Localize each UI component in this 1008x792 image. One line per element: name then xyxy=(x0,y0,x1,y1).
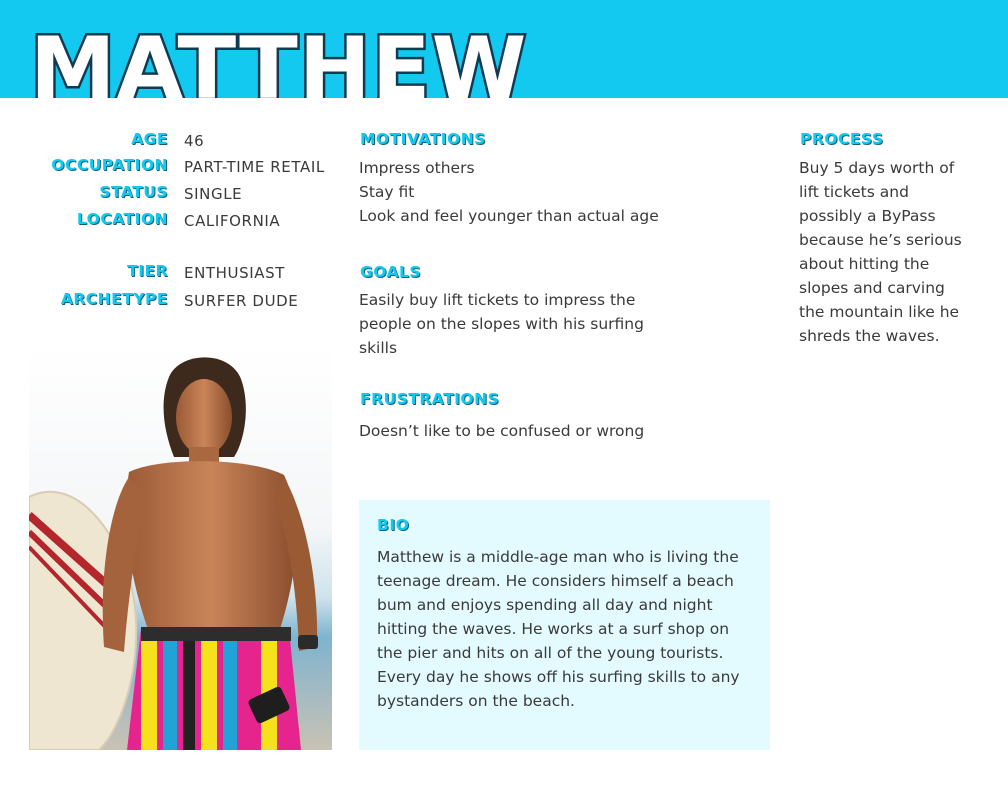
tier-value: ENTHUSIAST xyxy=(184,264,286,282)
bio-text xyxy=(377,545,757,713)
bio-line: bum and enjoys spending all day and night xyxy=(377,596,713,614)
status-value: SINGLE xyxy=(184,185,243,203)
frustrations-line: Doesn’t like to be confused or wrong xyxy=(359,422,645,440)
process-line: Buy 5 days worth of xyxy=(799,159,955,177)
process-line: possibly a ByPass xyxy=(799,207,936,225)
location-label: LOCATION xyxy=(76,210,168,228)
bio-line: teenage dream. He considers himself a beach xyxy=(377,572,734,590)
archetype-label: ARCHETYPE xyxy=(60,290,168,308)
goals-text xyxy=(359,288,779,360)
archetype-value: SURFER DUDE xyxy=(184,292,299,310)
bio-line: Matthew is a middle-age man who is living the xyxy=(377,548,739,566)
bio-line: bystanders on the beach. xyxy=(377,692,575,710)
motivations-heading: MOTIVATIONS xyxy=(360,130,486,148)
persona-photo xyxy=(29,347,332,750)
header-banner xyxy=(0,0,1008,98)
motivation-line: Look and feel younger than actual age xyxy=(359,207,659,225)
process-line: lift tickets and xyxy=(799,183,909,201)
goals-line: skills xyxy=(359,339,398,357)
bio-line: Every day he shows off his surfing skills to any xyxy=(377,668,740,686)
process-line: shreds the waves. xyxy=(799,327,940,345)
motivation-line: Stay fit xyxy=(359,183,415,201)
frustrations-text xyxy=(359,419,779,443)
process-line: about hitting the xyxy=(799,255,930,273)
process-line: slopes and carving xyxy=(799,279,945,297)
process-line: because he’s serious xyxy=(799,231,962,249)
location-value: CALIFORNIA xyxy=(184,212,281,230)
goals-line: people on the slopes with his surfing xyxy=(359,315,644,333)
status-label: STATUS xyxy=(99,183,168,201)
age-label: AGE xyxy=(131,130,168,148)
motivations-text xyxy=(359,156,779,228)
bio-heading: BIO xyxy=(377,516,410,534)
process-heading: PROCESS xyxy=(800,130,884,148)
frustrations-heading: FRUSTRATIONS xyxy=(360,390,500,408)
process-line: the mountain like he xyxy=(799,303,960,321)
occupation-value: PART-TIME RETAIL xyxy=(184,158,325,176)
goals-heading: GOALS xyxy=(360,263,422,281)
bio-box xyxy=(359,500,770,750)
bio-line: hitting the waves. He works at a surf shop on xyxy=(377,620,730,638)
occupation-label: OCCUPATION xyxy=(51,156,168,174)
bio-line: the pier and hits on all of the young tourists. xyxy=(377,644,724,662)
goals-line: Easily buy lift tickets to impress the xyxy=(359,291,636,309)
age-value: 46 xyxy=(184,132,205,150)
tier-label: TIER xyxy=(127,262,168,280)
persona-name: MATTHEW xyxy=(30,19,528,98)
process-text xyxy=(799,156,1004,348)
motivation-line: Impress others xyxy=(359,159,475,177)
